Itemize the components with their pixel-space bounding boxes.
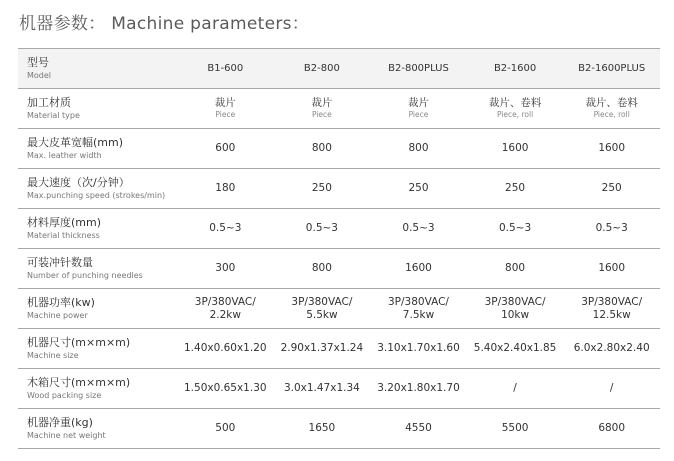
- cell-value: 800: [505, 262, 526, 274]
- row-label-cell: [18, 369, 177, 409]
- table-cell: [177, 169, 274, 209]
- row-label-cn: 机器功率(kw): [27, 296, 95, 309]
- cell-value: 0.5~3: [209, 222, 242, 234]
- cell-value: /: [513, 382, 517, 394]
- cell-value-en: Piece, roll: [496, 110, 534, 119]
- row-label-cn: 机器净重(kg): [27, 416, 93, 429]
- cell-value-line1: 3P/380VAC/: [194, 295, 256, 308]
- cell-value: 300: [215, 262, 236, 274]
- cell-value: 0.5~3: [498, 222, 532, 234]
- table-cell: [177, 89, 274, 129]
- table-cell: [370, 249, 467, 289]
- cell-value: 1600: [501, 142, 529, 154]
- table-cell: [274, 169, 371, 209]
- cell-value: 3.20x1.80x1.70: [377, 382, 460, 394]
- table-cell: [274, 89, 371, 129]
- table-cell: [370, 209, 467, 249]
- table-cell: [563, 369, 660, 409]
- model-header: B2-800: [274, 49, 371, 89]
- cell-value-en: Piece: [408, 110, 429, 119]
- row-label-en: Wood packing size: [27, 391, 102, 400]
- table-cell: [370, 289, 467, 329]
- table-cell: [563, 409, 660, 449]
- cell-value: 0.5~3: [595, 222, 628, 234]
- table-cell: [177, 249, 274, 289]
- table-cell: [177, 129, 274, 169]
- cell-value-en: Piece: [311, 110, 332, 119]
- cell-value: 2.90x1.37x1.24: [280, 342, 364, 354]
- table-cell: [467, 369, 564, 409]
- cell-value: 6.0x2.80x2.40: [573, 342, 650, 354]
- row-label-cn: 木箱尺寸(m×m×m): [27, 376, 131, 389]
- table-cell: [274, 249, 371, 289]
- cell-value: 3.0x1.47x1.34: [283, 382, 360, 394]
- machine-parameters-table: [18, 48, 660, 449]
- model-header: B2-800PLUS: [370, 49, 467, 89]
- row-label-cell: [18, 129, 177, 169]
- table-row: [18, 329, 660, 369]
- row-label-cn: 最大速度（次/分钟）: [27, 176, 130, 189]
- table-cell: [177, 369, 274, 409]
- cell-value: 1600: [598, 262, 626, 274]
- table-cell: [467, 129, 564, 169]
- cell-value: 5500: [501, 422, 529, 434]
- row-label-cell: [18, 409, 177, 449]
- table-cell: [274, 129, 371, 169]
- cell-value-cn: 裁片、卷料: [488, 97, 542, 109]
- page-title: 机器参数： Machine parameters：: [19, 14, 310, 34]
- cell-value-en: Piece: [215, 110, 236, 119]
- table-cell: [370, 169, 467, 209]
- row-label-en: Material thickness: [27, 231, 100, 240]
- table-cell: [467, 89, 564, 129]
- cell-value: 4550: [405, 422, 432, 434]
- table-cell: [274, 329, 371, 369]
- table-cell: [563, 169, 660, 209]
- row-label-cell: [18, 249, 177, 289]
- table-cell: [563, 129, 660, 169]
- row-label-en: Machine net weight: [27, 431, 106, 440]
- row-label-cn: 最大皮革宽幅(mm): [27, 136, 124, 149]
- row-label-en: Machine power: [27, 311, 88, 320]
- cell-value-line1: 3P/380VAC/: [387, 295, 449, 308]
- model-header: B1-600: [177, 49, 274, 89]
- table-cell: [563, 89, 660, 129]
- table-cell: [177, 409, 274, 449]
- model-header: B2-1600PLUS: [563, 49, 660, 89]
- row-label-en: Material type: [27, 111, 80, 120]
- row-label-en: Number of punching needles: [27, 271, 143, 280]
- cell-value: 0.5~3: [402, 222, 435, 234]
- row-label-cell: [18, 169, 177, 209]
- cell-value-cn: 裁片: [407, 97, 429, 109]
- row-label-cn: 加工材质: [27, 96, 71, 109]
- table-cell: [370, 89, 467, 129]
- cell-value: 1650: [308, 422, 336, 434]
- cell-value: 6800: [598, 422, 626, 434]
- table-cell: [274, 209, 371, 249]
- row-label-en: Max.punching speed (strokes/min): [27, 191, 166, 200]
- table-cell: [467, 169, 564, 209]
- cell-value-cn: 裁片: [311, 97, 333, 109]
- table-cell: [274, 369, 371, 409]
- cell-value: 180: [215, 182, 236, 194]
- table-cell: [467, 329, 564, 369]
- cell-value: /: [609, 382, 614, 394]
- cell-value-line2: 7.5kw: [402, 308, 435, 321]
- row-label-en: Max. leather width: [27, 151, 102, 160]
- header-label-cn: 型号: [27, 56, 49, 69]
- cell-value: 1.40x0.60x1.20: [184, 342, 267, 354]
- cell-value-line2: 5.5kw: [306, 308, 338, 321]
- model-header: B2-1600: [467, 49, 564, 89]
- cell-value-line1: 3P/380VAC/: [581, 295, 643, 308]
- cell-value: 5.40x2.40x1.85: [473, 342, 557, 354]
- table-cell: [467, 209, 564, 249]
- cell-value: 250: [408, 182, 429, 194]
- cell-value: 1600: [405, 262, 432, 274]
- row-label-cell: [18, 209, 177, 249]
- table-cell: [467, 409, 564, 449]
- table-row: [18, 289, 660, 329]
- cell-value-line1: 3P/380VAC/: [484, 295, 546, 308]
- row-label-en: Machine size: [27, 351, 79, 360]
- row-label-cell: [18, 289, 177, 329]
- row-label-cn: 材料厚度(mm): [27, 216, 102, 229]
- cell-value-cn: 裁片: [214, 97, 236, 109]
- table-cell: [370, 409, 467, 449]
- table-row: [18, 209, 660, 249]
- header-label-cell: [18, 49, 177, 89]
- table-cell: [467, 289, 564, 329]
- cell-value: 800: [408, 142, 429, 154]
- cell-value: 250: [505, 182, 526, 194]
- table-row: [18, 369, 660, 409]
- table-cell: [177, 329, 274, 369]
- table-row: [18, 169, 660, 209]
- table-cell: [563, 209, 660, 249]
- table-cell: [274, 289, 371, 329]
- table-cell: [563, 289, 660, 329]
- header-label-en: Model: [27, 71, 52, 80]
- cell-value-en: Piece, roll: [593, 110, 630, 119]
- row-label-cn: 机器尺寸(m×m×m): [27, 336, 131, 349]
- table-cell: [370, 129, 467, 169]
- row-label-cell: [18, 329, 177, 369]
- table-cell: [563, 249, 660, 289]
- cell-value-line2: 2.2kw: [209, 308, 241, 321]
- table-cell: [563, 329, 660, 369]
- cell-value-cn: 裁片、卷料: [585, 97, 638, 109]
- table-cell: [177, 209, 274, 249]
- table-header-row: [18, 49, 660, 89]
- table-cell: [467, 249, 564, 289]
- cell-value: 0.5~3: [305, 222, 338, 234]
- table-cell: [370, 329, 467, 369]
- cell-value: 1.50x0.65x1.30: [184, 382, 267, 394]
- cell-value-line1: 3P/380VAC/: [291, 295, 353, 308]
- table-row: [18, 409, 660, 449]
- cell-value: 250: [601, 182, 622, 194]
- cell-value: 800: [311, 142, 332, 154]
- table-cell: [370, 369, 467, 409]
- table-cell: [274, 409, 371, 449]
- cell-value-line2: 12.5kw: [592, 308, 631, 321]
- table-row: [18, 129, 660, 169]
- cell-value: 800: [311, 262, 332, 274]
- cell-value: 600: [215, 142, 236, 154]
- table-row: [18, 249, 660, 289]
- cell-value-line2: 10kw: [501, 308, 530, 321]
- cell-value: 1600: [598, 142, 626, 154]
- row-label-cell: [18, 89, 177, 129]
- cell-value: 500: [215, 422, 236, 434]
- cell-value: 3.10x1.70x1.60: [377, 342, 460, 354]
- row-label-cn: 可装冲针数量: [27, 256, 93, 269]
- table-row: [18, 89, 660, 129]
- cell-value: 250: [311, 182, 332, 194]
- table-cell: [177, 289, 274, 329]
